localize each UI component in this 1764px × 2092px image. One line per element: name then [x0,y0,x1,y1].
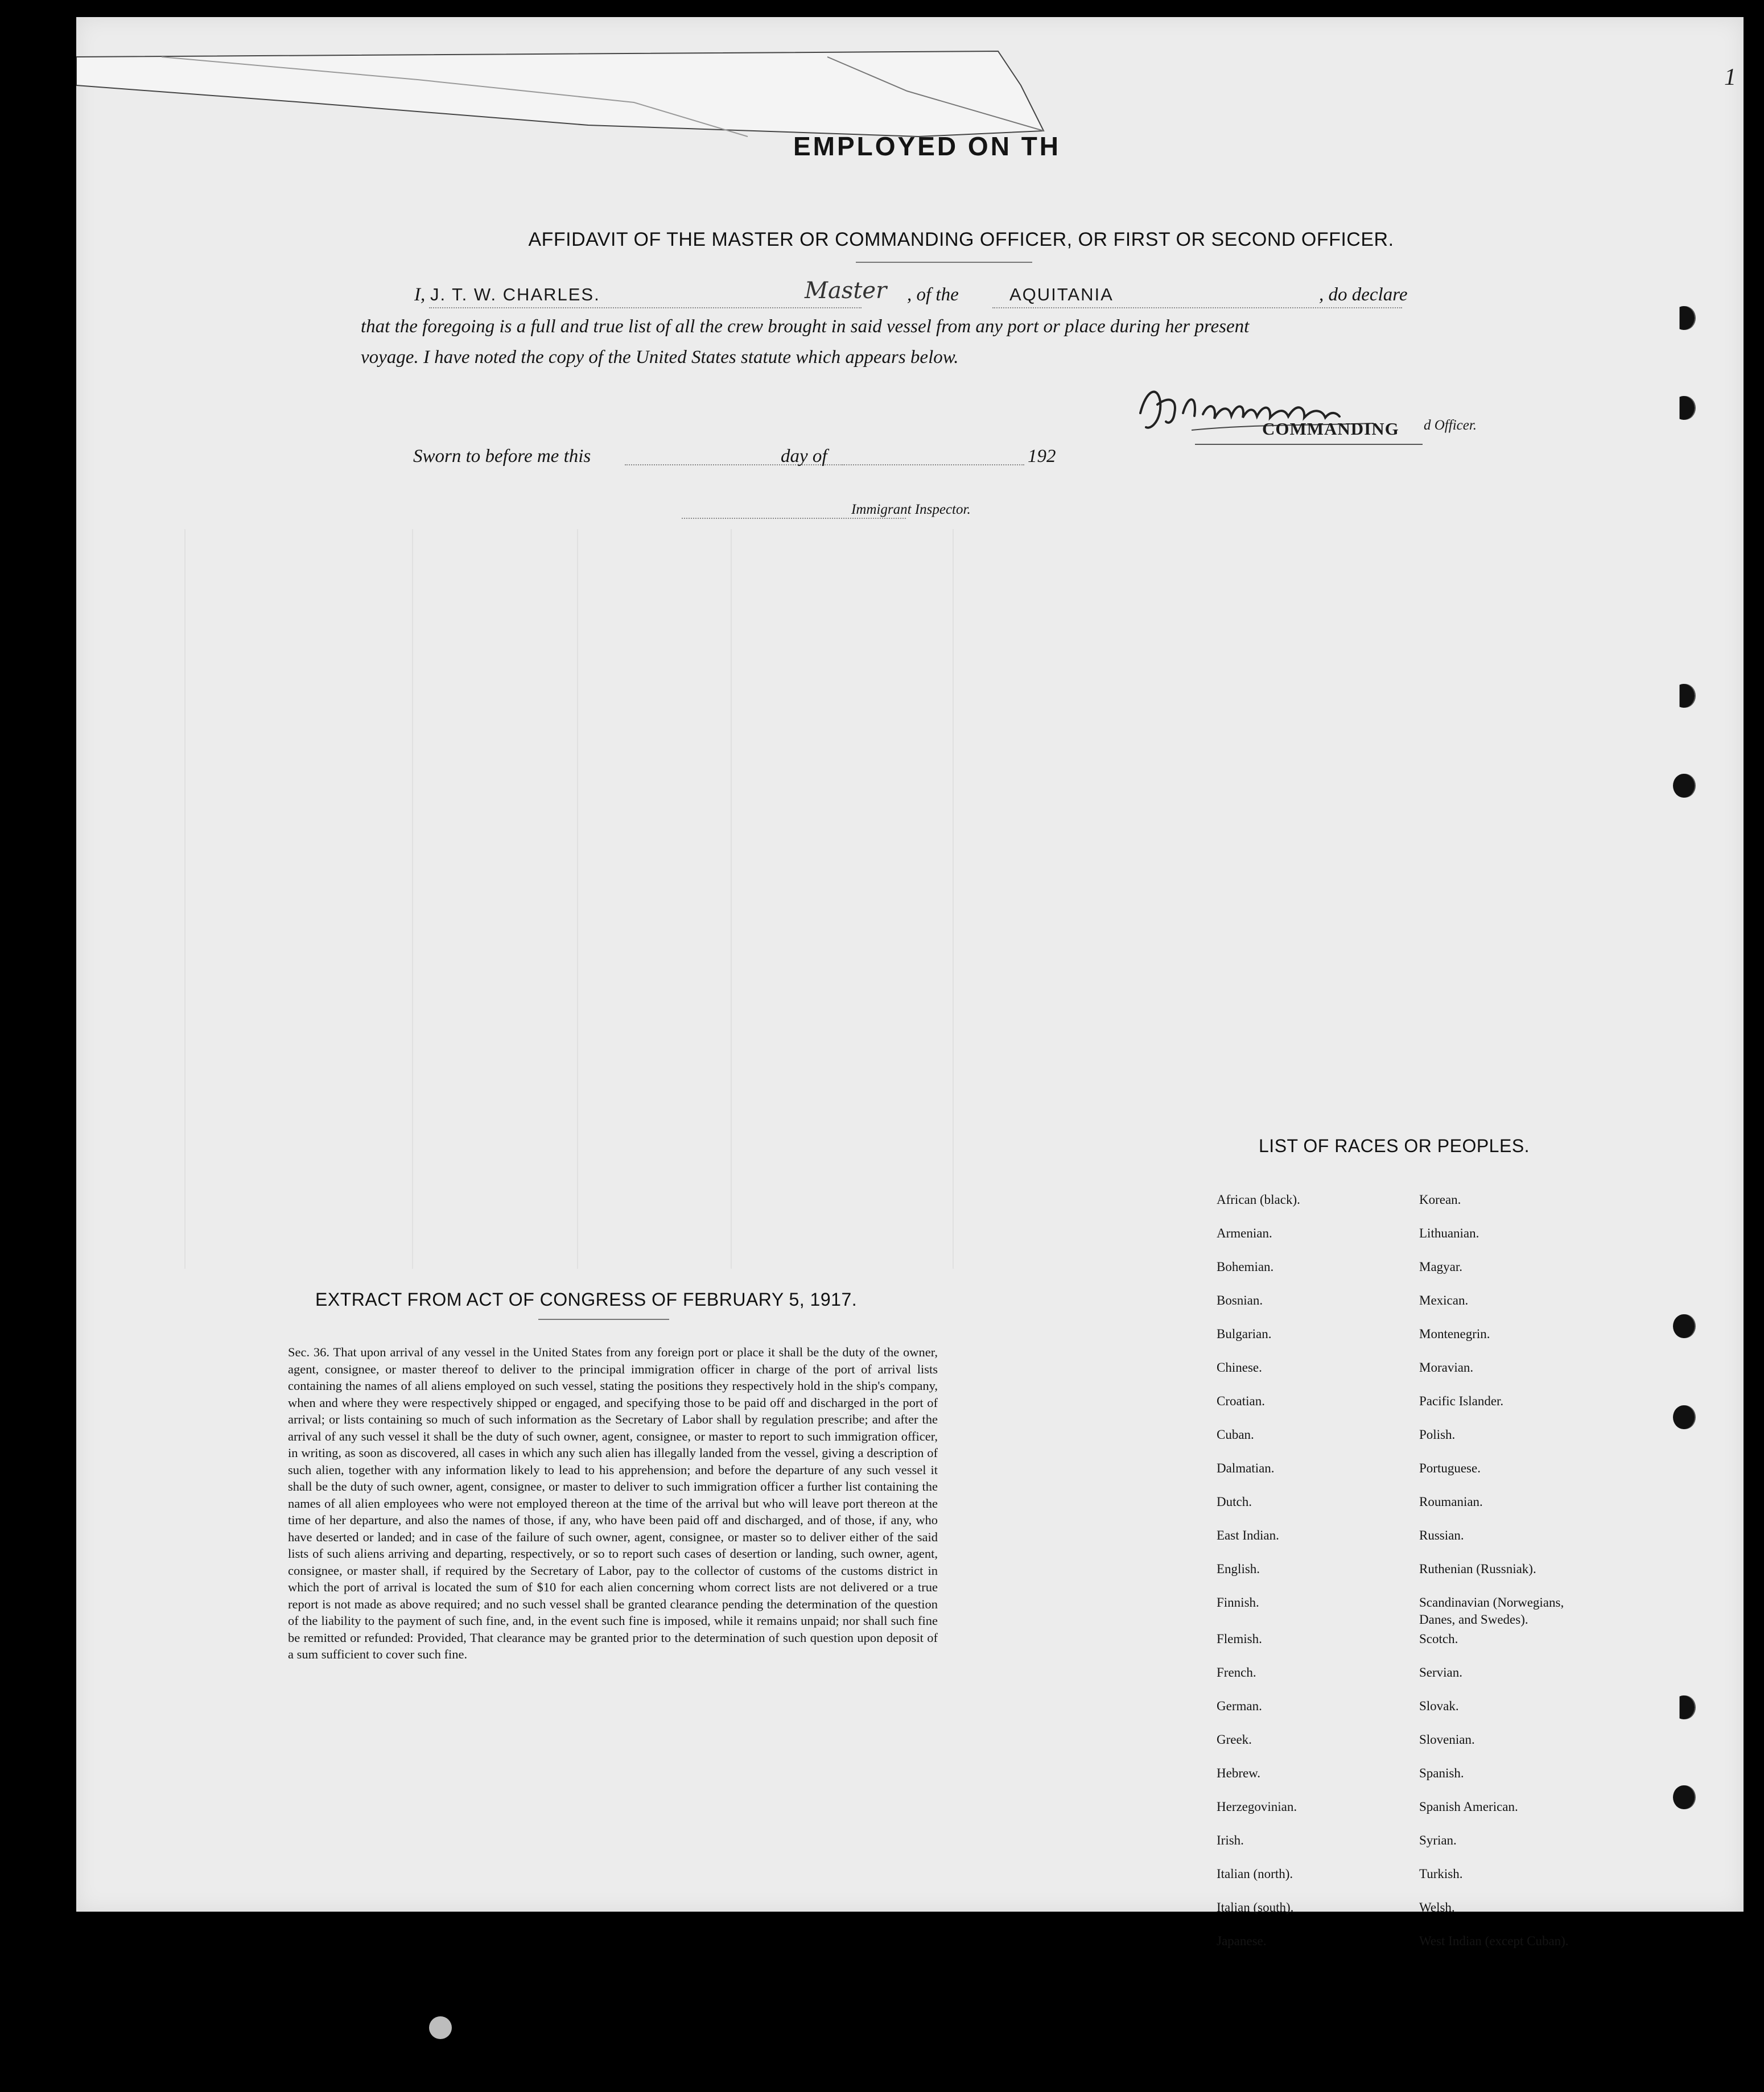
race-item: Roumanian. [1419,1495,1483,1509]
binder-hole [1673,1785,1695,1809]
races-list-right [1419,1191,1658,1966]
race-item: English. [1217,1562,1260,1576]
race-item: Welsh. [1419,1900,1455,1914]
races-list-left [1217,1191,1421,1966]
race-item: Syrian. [1419,1833,1457,1847]
race-item: Dutch. [1217,1495,1252,1509]
race-item: Ruthenian (Russniak). [1419,1562,1536,1576]
do-declare-label: , do declare [1319,284,1408,305]
race-item: Mexican. [1419,1293,1469,1307]
race-item: Finnish. [1217,1595,1259,1610]
page-number: 1 [1724,64,1736,90]
immigrant-inspector-label: Immigrant Inspector. [851,502,971,517]
header-banner-partial: EMPLOYED ON TH [793,131,1061,161]
race-item: Herzegovinian. [1217,1800,1297,1814]
show-through-line [412,529,413,1269]
vessel-name-line [992,307,1402,308]
race-item: Croatian. [1217,1394,1265,1408]
extract-title-divider [538,1319,669,1320]
show-through-line [577,529,578,1269]
race-item: African (black). [1217,1193,1300,1207]
of-the-label: , of the [907,284,959,305]
race-item: Slovak. [1419,1699,1459,1713]
race-item: Magyar. [1419,1260,1463,1274]
officer-suffix-label: d Officer. [1424,418,1477,433]
binder-hole [1673,684,1695,708]
race-item: Moravian. [1419,1360,1474,1375]
race-item: Italian (south). [1217,1900,1294,1914]
race-item: Polish. [1419,1427,1456,1442]
affidavit-line-2: that the foregoing is a full and true list of all the crew brought in said vessel from any port or place during her present [361,316,1250,337]
race-item: Chinese. [1217,1360,1262,1375]
race-item: Korean. [1419,1193,1461,1207]
sworn-year-label: 192 [1028,446,1056,467]
binder-hole [1673,1405,1695,1429]
race-item: Montenegrin. [1419,1327,1490,1341]
race-item: Armenian. [1217,1226,1272,1240]
affidavit-title: AFFIDAVIT OF THE MASTER OR COMMANDING OFFICER, OR FIRST OR SECOND OFFICER. [528,229,1394,250]
binder-hole [1673,306,1695,330]
race-item: Dalmatian. [1217,1461,1275,1475]
race-item: German. [1217,1699,1262,1713]
race-item: Lithuanian. [1419,1226,1479,1240]
race-item: Hebrew. [1217,1766,1261,1780]
show-through-line [731,529,732,1269]
master-name-line [429,307,862,308]
races-list-title: LIST OF RACES OR PEOPLES. [1259,1136,1530,1156]
affidavit-line-3: voyage. I have noted the copy of the United States statute which appears below. [361,347,959,368]
rank-handwritten: Master [805,278,887,304]
race-item: Spanish American. [1419,1800,1518,1814]
race-item: Turkish. [1419,1867,1463,1881]
race-item: Flemish. [1217,1632,1262,1646]
race-item: Greek. [1217,1732,1252,1747]
extract-body: Sec. 36. That upon arrival of any vessel in the United States from any foreign port or place it shall be the duty of the owner, agent, consignee, or master thereof to deliver to the principal immigration officer in charge of the port of arrival lists containing the names of all aliens employed on such vessel, stating the positions they respectively hold in the ship's company, when and where they were respectively shipped or engaged, and specifying those to be paid off and discharged in the port of arrival; or lists containing so much of such information as the Secretary of Labor shall by regulation prescribe; and after the arrival of any such vessel it shall be the duty of such owner, agent, consignee, or master to report to such immigration officer, in writing, as soon as discovered, all cases in which any such alien has illegally landed from the vessel, giving a description of such alien, together with any information likely to lead to his apprehension; and before the departure of any such vessel it shall be the duty of such owner, agent, consignee, or master to deliver to such immigration officer a further list containing the names of all alien employees who were not employed thereon at the time of the arrival but who will leave port thereon at the time of her departure, and also the names of those, if any, who have been paid off and discharged, and of those, if any, who have deserted or landed; and in case of the failure of such owner, agent, consignee, or master so to deliver either of the said lists of such aliens arriving and departing, respectively, or so to report such cases of desertion or landing, such owner, agent, consignee, or master shall, if required by the Secretary of Labor, pay to the collector of customs of the customs district in which the port of arrival is located the sum of $10 for each alien concerning whom correct lists are not delivered or a true report is not made as above required; and no such vessel shall be granted clearance pending the determination of the question of the liability to the payment of such fine, and, in the event such fine is imposed, while it remains unpaid; nor shall such fine be remitted or refunded: Provided, That clearance may be granted prior to the determination of such question upon deposit of a sum sufficient to cover such fine. [288,1345,938,1661]
race-item: Pacific Islander. [1419,1394,1504,1408]
show-through-line [953,529,954,1269]
torn-corner-flap [76,17,1072,148]
commanding-stamp: COMMANDING [1262,419,1399,439]
race-item: Scotch. [1419,1632,1458,1646]
race-item: Russian. [1419,1528,1464,1542]
race-item: Slovenian. [1419,1732,1475,1747]
sworn-day-label: day of [781,446,827,467]
race-item: Portuguese. [1419,1461,1481,1475]
binder-hole [1673,396,1695,420]
title-divider [856,262,1032,263]
race-item: Japanese. [1217,1934,1267,1948]
race-item: Spanish. [1419,1766,1464,1780]
race-item: French. [1217,1665,1256,1680]
race-item: West Indian (except Cuban). [1419,1934,1569,1948]
binder-hole [1673,774,1695,798]
master-name-field: J. T. W. CHARLES. [430,284,600,304]
race-item: Italian (north). [1217,1867,1293,1881]
race-item: Servian. [1419,1665,1463,1680]
race-item: Bosnian. [1217,1293,1263,1307]
affidavit-prefix: I, [414,284,426,305]
vessel-name-field: AQUITANIA [1009,284,1114,304]
race-item: Bohemian. [1217,1260,1274,1274]
race-item: Bulgarian. [1217,1327,1272,1341]
scan-registration-dot [429,2016,452,2039]
binder-hole [1673,1314,1695,1338]
race-item: East Indian. [1217,1528,1279,1542]
document-page [76,17,1744,1948]
sworn-prefix-label: Sworn to before me this [413,446,591,467]
race-item: Scandinavian (Norwegians, Danes, and Swedes). [1419,1595,1564,1627]
sworn-month-line [842,464,1024,465]
extract-title: EXTRACT FROM ACT OF CONGRESS OF FEBRUARY 5, 1917. [315,1289,858,1310]
race-item: Irish. [1217,1833,1244,1847]
inspector-signature-line [682,518,906,519]
show-through-line [184,529,186,1269]
binder-hole [1673,1695,1695,1719]
race-item: Cuban. [1217,1427,1254,1442]
signature-line [1195,444,1423,445]
